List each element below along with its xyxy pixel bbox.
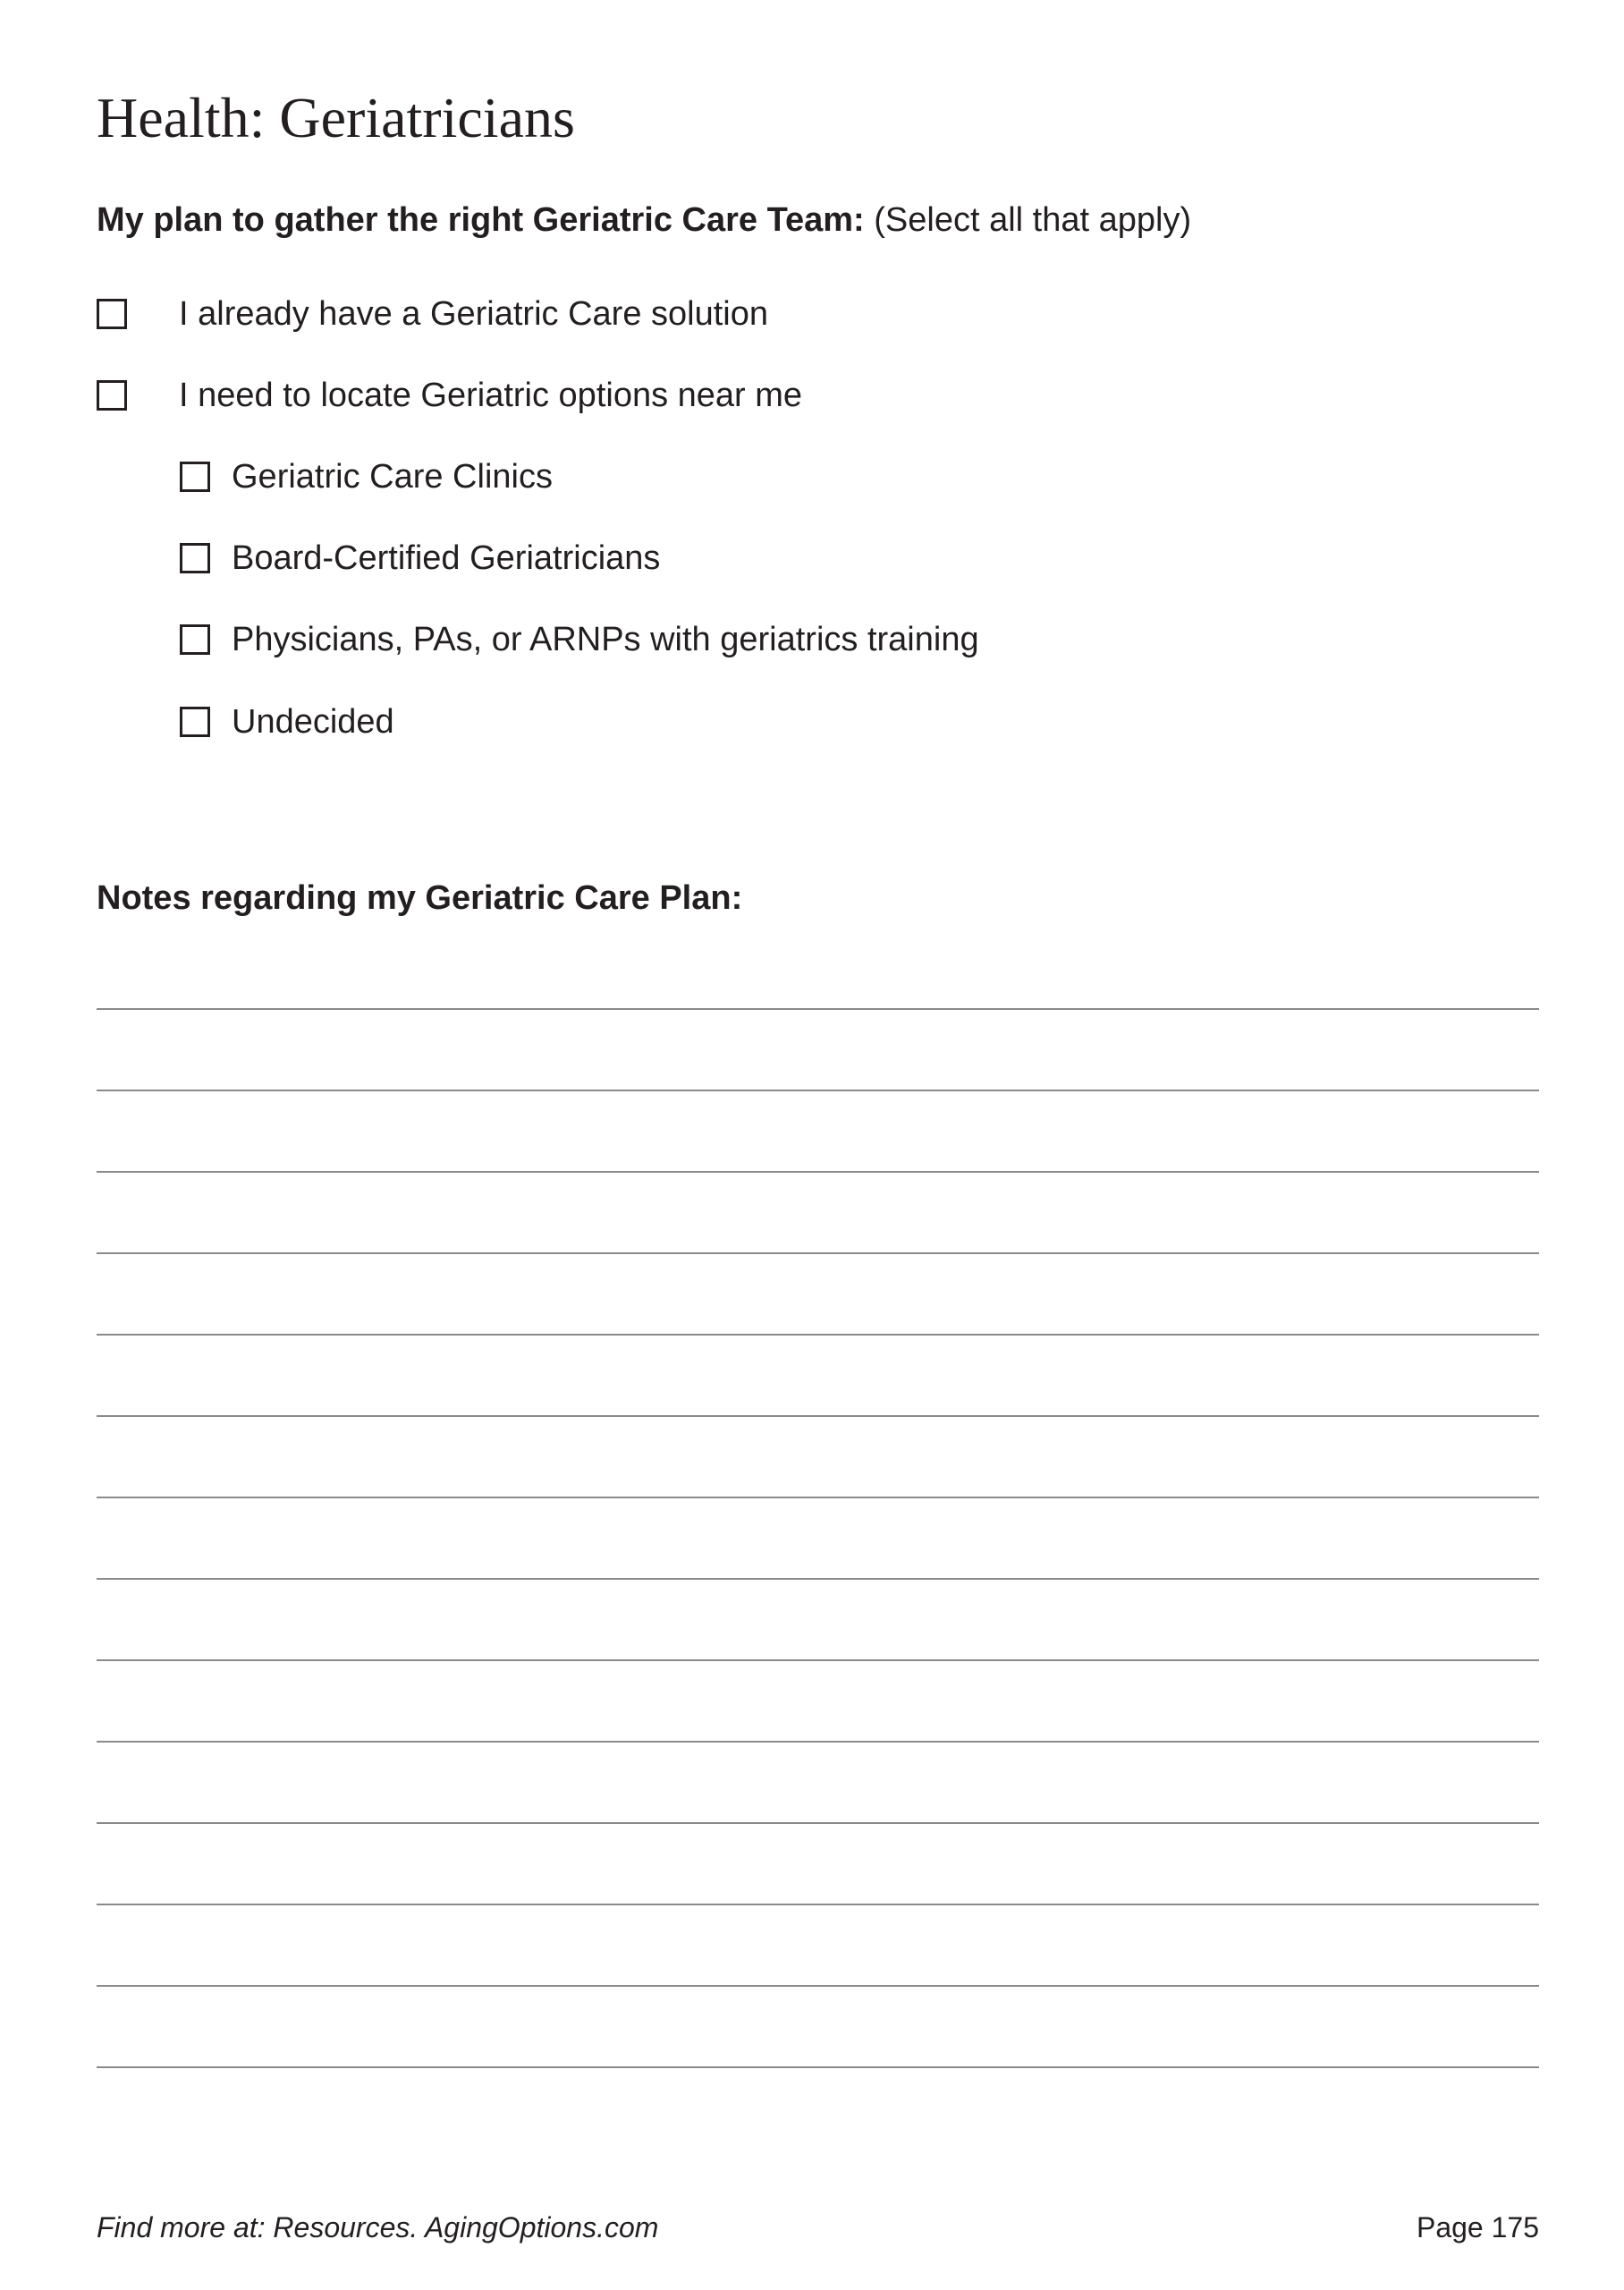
sub-option-board-certified[interactable] [180,537,660,580]
checkbox[interactable] [180,462,210,492]
checkbox[interactable] [180,543,210,573]
checkbox[interactable] [180,707,210,737]
note-line[interactable] [97,1904,1539,1905]
option-label: Physicians, PAs, or ARNPs with geriatrics training [232,621,979,658]
notes-heading: Notes regarding my Geriatric Care Plan: [97,879,743,917]
note-line[interactable] [97,1659,1539,1661]
note-line[interactable] [97,1008,1539,1010]
checkbox[interactable] [97,380,127,411]
sub-option-care-clinics[interactable] [180,455,553,498]
option-have-solution[interactable] [97,293,768,335]
page-number: Page 175 [1416,2211,1539,2243]
option-label: I need to locate Geriatric options near me [179,377,803,414]
option-locate-options[interactable] [97,374,802,417]
sub-option-physicians-pas-arnps[interactable] [180,618,979,661]
checkbox[interactable] [180,624,210,655]
plan-heading-bold: My plan to gather the right Geriatric Care Team: [97,201,865,239]
page-title: Health: Geriatricians [97,86,575,149]
plan-heading-note: (Select all that apply) [864,201,1192,239]
note-line[interactable] [97,1741,1539,1743]
note-line[interactable] [97,2066,1539,2068]
note-line[interactable] [97,1415,1539,1417]
note-line[interactable] [97,1578,1539,1580]
note-line[interactable] [97,1171,1539,1173]
note-line[interactable] [97,1822,1539,1824]
option-label: Board-Certified Geriatricians [232,539,661,577]
note-line[interactable] [97,1497,1539,1498]
checkbox[interactable] [97,299,127,329]
option-label: Geriatric Care Clinics [232,458,553,496]
note-line[interactable] [97,1334,1539,1336]
footer-resources-link: Find more at: Resources. AgingOptions.com [97,2211,659,2243]
note-line[interactable] [97,1252,1539,1254]
option-label: I already have a Geriatric Care solution [179,295,768,333]
option-label: Undecided [232,703,394,741]
sub-option-undecided[interactable] [180,700,394,743]
plan-heading [97,199,1191,242]
note-line[interactable] [97,1090,1539,1091]
note-line[interactable] [97,1985,1539,1987]
